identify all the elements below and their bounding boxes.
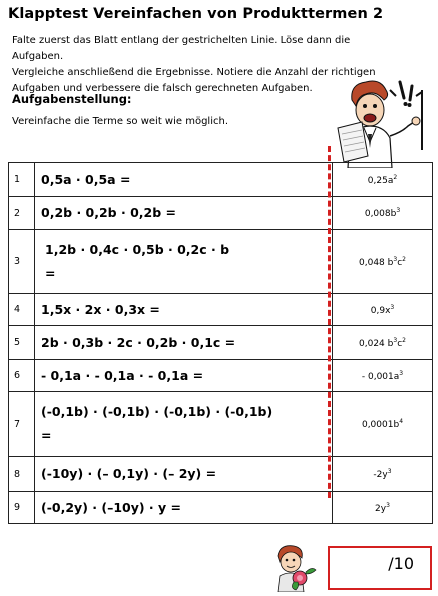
boy-with-flower-icon [270, 542, 320, 592]
answer-tail: c [397, 338, 403, 349]
answer-cell [333, 360, 433, 392]
table-row [9, 326, 433, 360]
answer-exponent: 3 [387, 468, 392, 475]
worksheet-title: Klapptest Vereinfachen von Produkttermen 2 [8, 6, 384, 22]
row-number: 8 [9, 457, 35, 492]
answer-exponent: 4 [399, 418, 404, 425]
task-text: Vereinfache die Terme so weit wie möglich. [12, 116, 229, 127]
answer-cell [333, 163, 433, 197]
answer-exponent: 3 [393, 336, 398, 344]
answer-exponent: 3 [386, 501, 390, 509]
answer-main: 0,024 b [359, 338, 394, 349]
expression-text: 2b · 0,3b · 2c · 0,2b · 0,1c = [41, 334, 236, 350]
expression-cell [35, 360, 333, 392]
task-heading: Aufgabenstellung: [12, 92, 132, 106]
expression-text: 1,2b · 0,4c · 0,5b · 0,2c · b [45, 241, 230, 257]
answer-cell [333, 294, 433, 326]
row-number: 2 [9, 197, 35, 230]
expression-cell [35, 392, 333, 457]
expression-equals: = [45, 265, 56, 281]
shouting-man-icon [328, 76, 436, 168]
answer-main: 0,0001b [361, 420, 400, 430]
answer-main: 2y [375, 503, 387, 514]
answer-exponent: 3 [399, 369, 404, 377]
answer-main: -2y [373, 470, 388, 480]
table-row [9, 294, 433, 326]
row-number: 1 [9, 163, 35, 197]
table-row [9, 230, 433, 294]
row-number: 3 [9, 230, 35, 294]
answer-cell [333, 457, 433, 492]
answer-cell [333, 392, 433, 457]
expression-text: 0,2b · 0,2b · 0,2b = [41, 205, 177, 220]
expression-text: (-10y) · (– 0,1y) · (– 2y) = [41, 466, 217, 481]
row-number: 9 [9, 492, 35, 524]
expression-text: (-0,1b) · (-0,1b) · (-0,1b) · (-0,1b) [41, 404, 273, 419]
table-row [9, 457, 433, 492]
row-number: 7 [9, 392, 35, 457]
table-row [9, 492, 433, 524]
fold-line [328, 146, 331, 498]
row-number: 4 [9, 294, 35, 326]
expression-text: 0,5a · 0,5a = [41, 171, 131, 187]
expression-cell [35, 197, 333, 230]
table-row [9, 197, 433, 230]
expression-text: - 0,1a · - 0,1a · - 0,1a = [41, 367, 204, 383]
expression-cell [35, 294, 333, 326]
instruction-line: Falte zuerst das Blatt entlang der gestrichelten Linie. Löse dann die Aufgaben. [12, 35, 351, 62]
answer-main: 0,25a [367, 175, 394, 186]
answer-exponent: 2 [393, 173, 398, 181]
expression-cell [35, 163, 333, 197]
answer-exponent: 2 [402, 255, 406, 263]
answer-tail: c [397, 257, 403, 268]
answer-cell [333, 230, 433, 294]
answer-main: 0,9x [370, 305, 391, 316]
answer-main: - 0,001a [361, 371, 400, 382]
instruction-line: Vergleiche anschließend die Ergebnisse. Notiere die Anzahl der richtigen [12, 67, 376, 78]
task-table [8, 162, 433, 524]
answer-main: 0,048 b [359, 257, 394, 268]
table-row [9, 360, 433, 392]
answer-main: 0,008b [364, 209, 397, 219]
row-number: 6 [9, 360, 35, 392]
expression-equals: = [41, 428, 52, 443]
answer-cell [333, 197, 433, 230]
expression-cell [35, 492, 333, 524]
score-label: /10 [388, 554, 414, 573]
instruction-line: Aufgaben und verbessere die falsch gerechneten Aufgaben. [12, 83, 313, 94]
answer-cell [333, 492, 433, 524]
cartoon-border-line [421, 90, 423, 150]
expression-text: 1,5x · 2x · 0,3x = [41, 301, 160, 317]
answer-exponent: 3 [390, 303, 395, 311]
answer-cell [333, 326, 433, 360]
table-row [9, 163, 433, 197]
expression-cell [35, 230, 333, 294]
answer-exponent: 2 [402, 336, 406, 344]
answer-exponent: 3 [396, 207, 401, 214]
score-box[interactable] [328, 546, 432, 590]
expression-text: (-0,2y) · (–10y) · y = [41, 499, 182, 515]
table-row [9, 392, 433, 457]
expression-cell [35, 457, 333, 492]
row-number: 5 [9, 326, 35, 360]
expression-cell [35, 326, 333, 360]
answer-exponent: 3 [393, 255, 398, 263]
